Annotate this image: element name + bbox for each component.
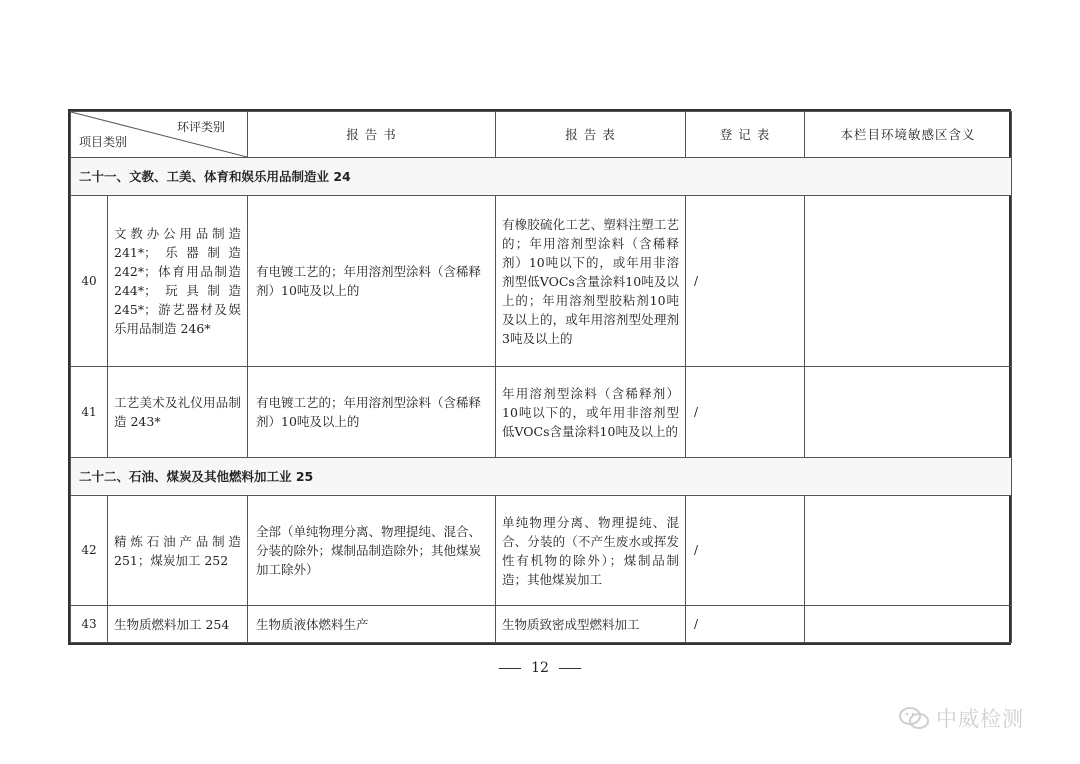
report-book-cell: 生物质液体燃料生产 — [248, 606, 496, 643]
row-number: 43 — [71, 606, 108, 643]
footer-dash-right — [559, 668, 581, 669]
report-form-cell: 年用溶剂型涂料（含稀释剂）10吨以下的，或年用非溶剂型低VOCs含量涂料10吨及以上的 — [496, 367, 686, 458]
wechat-icon — [898, 706, 930, 730]
register-cell: / — [686, 367, 805, 458]
row-number: 40 — [71, 196, 108, 367]
table-row — [71, 367, 1012, 458]
col-header-report-book: 报 告 书 — [248, 112, 496, 158]
sensitive-area-cell — [805, 606, 1012, 643]
table-row — [71, 606, 1012, 643]
row-number: 42 — [71, 496, 108, 606]
col-header-report-form: 报 告 表 — [496, 112, 686, 158]
register-cell: / — [686, 196, 805, 367]
footer-dash-left — [499, 668, 521, 669]
table-row — [71, 496, 1012, 606]
page-number: 12 — [531, 660, 549, 676]
report-form-cell: 单纯物理分离、物理提纯、混合、分装的（不产生废水或挥发性有机物的除外）；煤制品制造；其他煤炭加工 — [496, 496, 686, 606]
col-header-sensitive-area: 本栏目环境敏感区含义 — [805, 112, 1012, 158]
register-cell: / — [686, 496, 805, 606]
row-number: 41 — [71, 367, 108, 458]
sensitive-area-cell — [805, 196, 1012, 367]
section-title: 二十二、石油、煤炭及其他燃料加工业 25 — [71, 458, 1012, 496]
col-header-register: 登 记 表 — [686, 112, 805, 158]
report-form-cell: 生物质致密成型燃料加工 — [496, 606, 686, 643]
report-book-cell: 有电镀工艺的；年用溶剂型涂料（含稀释剂）10吨及以上的 — [248, 196, 496, 367]
diag-bottom-label: 项目类别 — [79, 135, 128, 149]
register-cell: / — [686, 606, 805, 643]
project-category: 文教办公用品制造241*；乐器制造242*；体育用品制造244*；玩具制造245*；游艺器材及娱乐用品制造 246* — [108, 196, 248, 367]
diagonal-header-cell — [71, 112, 248, 158]
section-row — [71, 458, 1012, 496]
sensitive-area-cell — [805, 496, 1012, 606]
classification-table — [68, 109, 1011, 645]
project-category: 生物质燃料加工 254 — [108, 606, 248, 643]
project-category: 工艺美术及礼仪用品制造 243* — [108, 367, 248, 458]
report-book-cell: 有电镀工艺的；年用溶剂型涂料（含稀释剂）10吨及以上的 — [248, 367, 496, 458]
watermark — [898, 703, 1024, 733]
diag-top-label: 环评类别 — [176, 120, 225, 134]
watermark-text: 中威检测 — [936, 707, 1024, 731]
sensitive-area-cell — [805, 367, 1012, 458]
section-title: 二十一、文教、工美、体育和娱乐用品制造业 24 — [71, 158, 1012, 196]
project-category: 精炼石油产品制造251；煤炭加工 252 — [108, 496, 248, 606]
table-row — [71, 196, 1012, 367]
table-header-row — [71, 112, 1012, 158]
report-form-cell: 有橡胶硫化工艺、塑料注塑工艺的；年用溶剂型涂料（含稀释剂）10吨以下的，或年用非溶剂型低VOCs含量涂料10吨及以上的；年用溶剂型胶粘剂10吨及以上的，或年用溶剂型处理剂3吨及以上的 — [496, 196, 686, 367]
section-row — [71, 158, 1012, 196]
page-footer — [0, 660, 1080, 676]
report-book-cell: 全部（单纯物理分离、物理提纯、混合、分装的除外；煤制品制造除外；其他煤炭加工除外） — [248, 496, 496, 606]
